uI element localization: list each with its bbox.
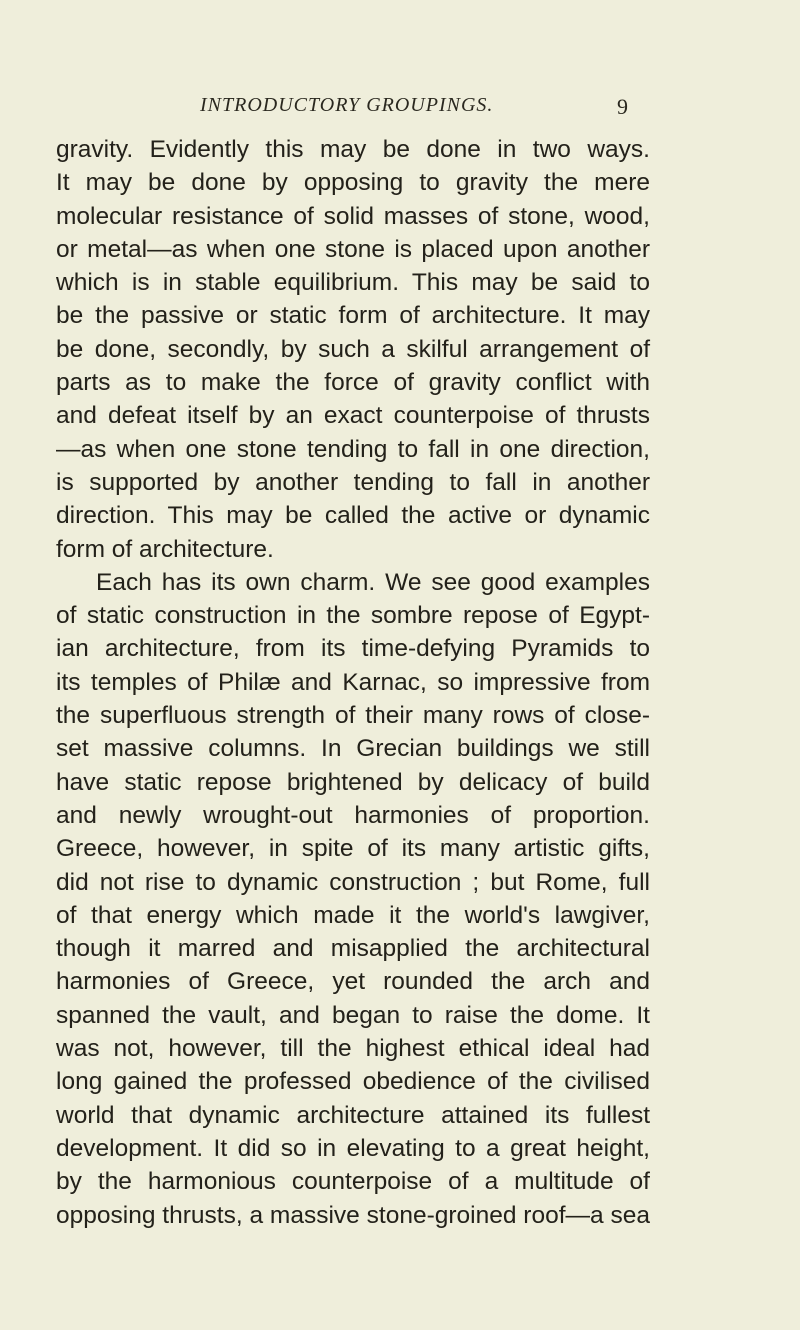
text-line: of that energy which made it the world's lawgiver, [56,901,650,929]
text-line: parts as to make the force of gravity conflict with [56,369,650,397]
text-line: of static construction in the sombre repose of Egypt- [56,602,650,630]
text-line: spanned the vault, and began to raise the dome. It [56,1001,650,1029]
text-line: the superfluous strength of their many rows of close- [56,702,650,730]
text-line: opposing thrusts, a massive stone-groined roof—a sea [56,1201,650,1229]
text-line: did not rise to dynamic construction ; but Rome, full [56,868,650,896]
text-line: was not, however, till the highest ethical ideal had [56,1035,650,1063]
running-head [200,94,628,124]
text-line: world that dynamic architecture attained its fullest [56,1101,650,1129]
text-line: harmonies of Greece, yet rounded the arch and [56,968,650,996]
text-line: be done, secondly, by such a skilful arrangement of [56,335,650,363]
text-line: ian architecture, from its time-defying Pyramids to [56,635,650,663]
text-line: or metal—as when one stone is placed upon another [56,235,650,263]
text-line: form of architecture. [56,535,274,563]
text-line: development. It did so in elevating to a great height, [56,1134,650,1162]
text-line: Each has its own charm. We see good examples [96,568,650,596]
text-line: It may be done by opposing to gravity the mere [56,169,650,197]
text-line: is supported by another tending to fall in another [56,468,650,496]
text-line: long gained the professed obedience of the civilised [56,1068,650,1096]
text-line: though it marred and misapplied the architectural [56,935,650,963]
body-text [56,133,650,1232]
text-line: —as when one stone tending to fall in one direction, [56,435,650,463]
text-line: which is in stable equilibrium. This may be said to [56,269,650,297]
text-line: gravity. Evidently this may be done in two ways. [56,136,650,163]
text-line: be the passive or static form of architecture. It may [56,302,650,330]
text-line: have static repose brightened by delicacy of build [56,768,650,796]
text-line: and newly wrought-out harmonies of proportion. [56,801,650,829]
text-line: by the harmonious counterpoise of a multitude of [56,1168,650,1196]
text-line: its temples of Philæ and Karnac, so impressive from [56,668,650,696]
text-line: direction. This may be called the active or dynamic [56,502,650,530]
page-number: 9 [617,94,628,119]
text-line: and defeat itself by an exact counterpoise of thrusts [56,402,650,430]
text-line: Greece, however, in spite of its many artistic gifts, [56,835,650,863]
text-line: set massive columns. In Grecian buildings we still [56,735,650,763]
text-line: molecular resistance of solid masses of stone, wood, [56,202,650,230]
running-title: INTRODUCTORY GROUPINGS. [200,94,494,116]
